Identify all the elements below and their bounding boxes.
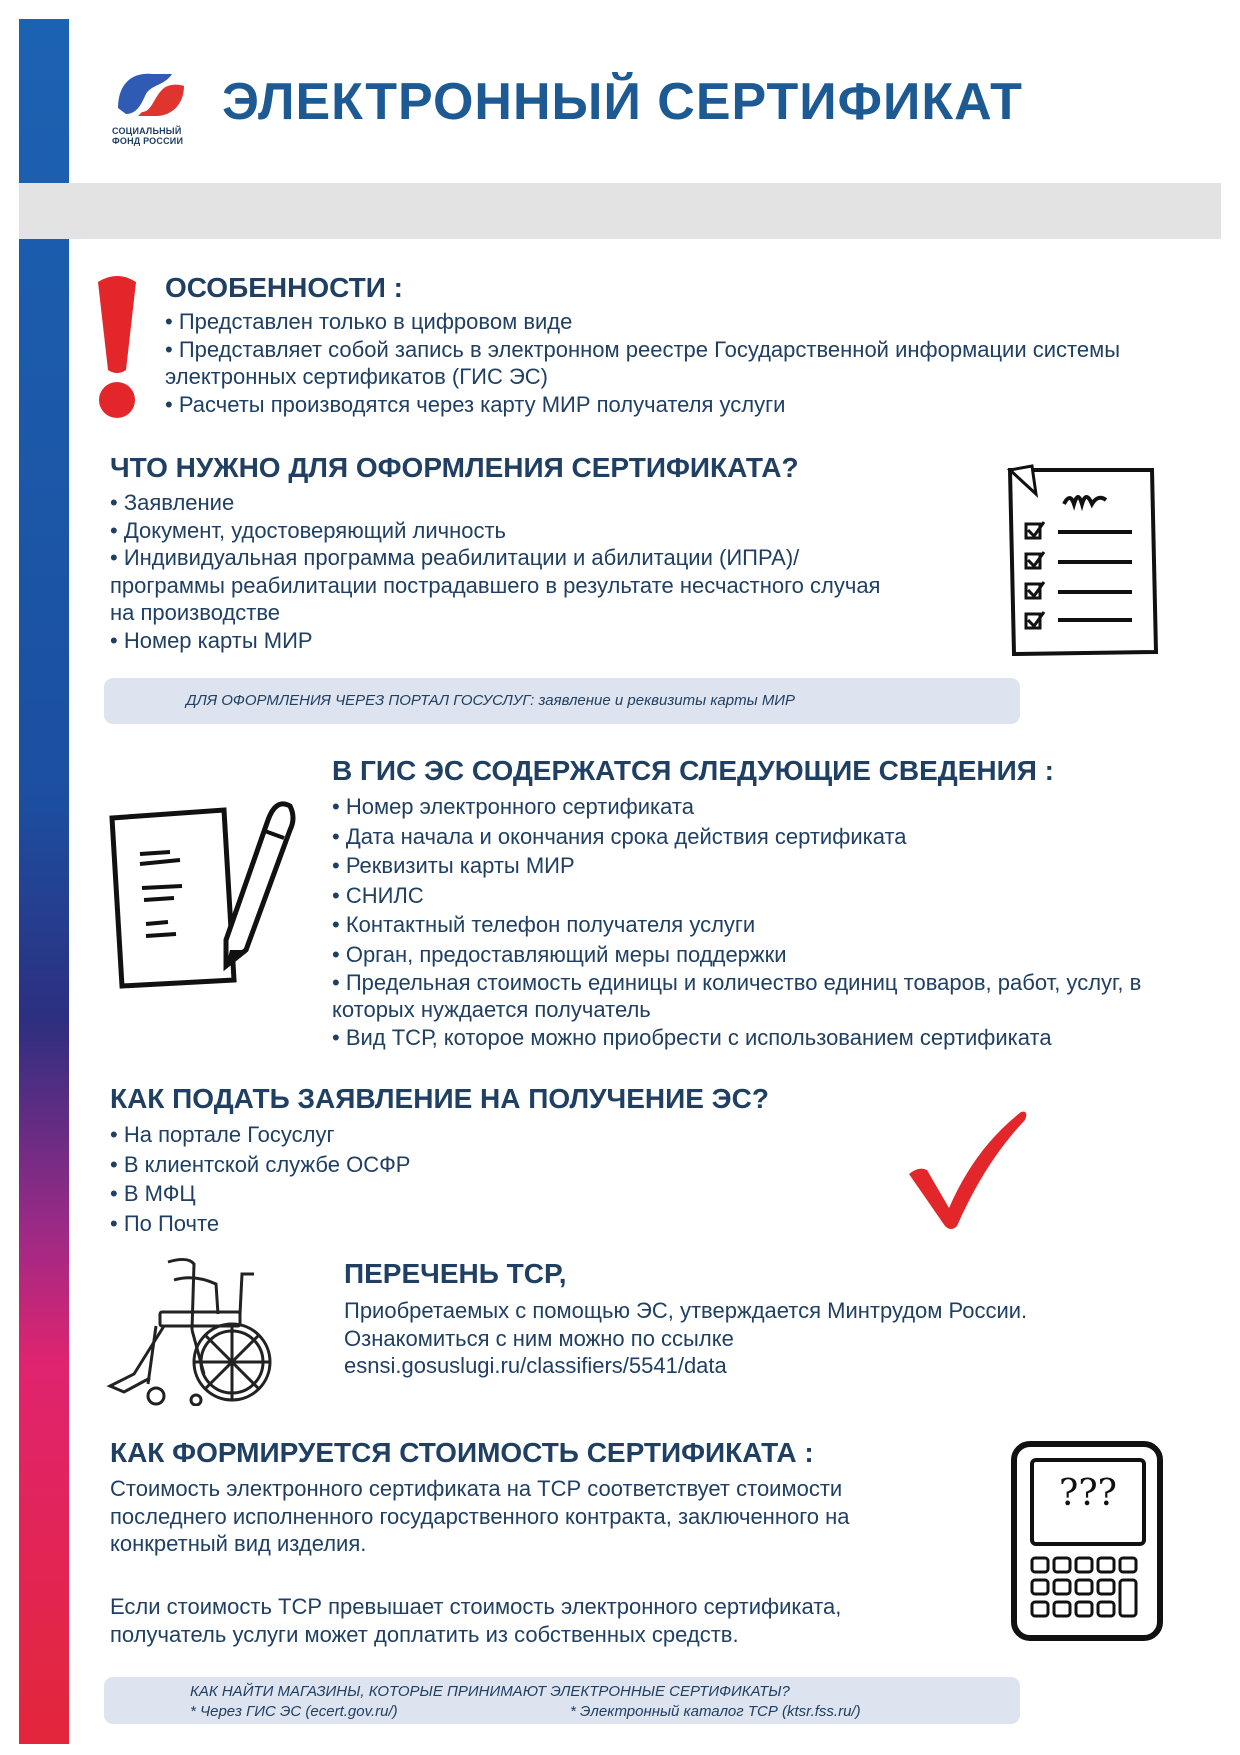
document-pen-icon (106, 790, 302, 990)
gis-heading: В ГИС ЭС СОДЕРЖАТСЯ СЛЕДУЮЩИЕ СВЕДЕНИЯ : (332, 755, 1054, 786)
gis-list (332, 792, 1202, 1053)
list-item: • Представляет собой запись в электронном реестре Государственной информации системы электронных сертификатов (ГИС ЭС) (165, 336, 1195, 391)
list-item: • Представлен только в цифровом виде (165, 308, 1195, 336)
cost-heading: КАК ФОРМИРУЕТСЯ СТОИМОСТЬ СЕРТИФИКАТА : (110, 1437, 814, 1468)
list-item: • Контактный телефон получателя услуги (332, 910, 1202, 940)
list-item: • Предельная стоимость единицы и количество единиц товаров, работ, услуг, в которых нуждается получатель (332, 969, 1202, 1023)
cost-paragraph-2: Если стоимость ТСР превышает стоимость электронного сертификата, получатель услуги может доплатить из собственных средств. (110, 1594, 842, 1647)
cost-paragraph-1: Стоимость электронного сертификата на ТСР соответствует стоимости последнего исполненного государственного контракта, заключенного на конкретный вид изделия. (110, 1476, 850, 1556)
features-list (165, 308, 1195, 418)
calculator-display: ??? (1059, 1473, 1117, 1514)
features-heading: ОСОБЕННОСТИ : (165, 272, 403, 303)
list-item: • Дата начала и окончания срока действия сертификата (332, 822, 1202, 852)
sfr-logo (112, 64, 192, 154)
requirements-list (110, 489, 910, 654)
list-item: • Заявление (110, 489, 910, 517)
tsr-heading: ПЕРЕЧЕНЬ ТСР, (344, 1258, 567, 1289)
gosuslugi-note-text: ДЛЯ ОФОРМЛЕНИЯ ЧЕРЕЗ ПОРТАЛ ГОСУСЛУГ: заявление и реквизиты карты МИР (186, 692, 796, 709)
list-item: • В клиентской службе ОСФР (110, 1150, 710, 1180)
apply-list (110, 1120, 710, 1238)
stores-option-2: * Электронный каталог ТСР (ktsr.fss.ru/) (570, 1703, 861, 1720)
header-divider-band (19, 183, 1221, 239)
page-title: ЭЛЕКТРОННЫЙ СЕРТИФИКАТ (222, 73, 1023, 131)
apply-heading: КАК ПОДАТЬ ЗАЯВЛЕНИЕ НА ПОЛУЧЕНИЕ ЭС? (110, 1083, 769, 1114)
wheelchair-icon (104, 1254, 280, 1406)
list-item: • На портале Госуслуг (110, 1120, 710, 1150)
list-item: • Расчеты производятся через карту МИР получателя услуги (165, 391, 1195, 419)
calculator-icon (1010, 1440, 1166, 1642)
stores-option-1: * Через ГИС ЭС (ecert.gov.ru/) (190, 1703, 398, 1720)
list-item: • По Почте (110, 1209, 710, 1239)
logo-line2: ФОНД РОССИИ (112, 136, 184, 146)
stores-note (104, 1677, 1020, 1724)
logo-caption (112, 126, 183, 146)
list-item: • Документ, удостоверяющий личность (110, 517, 910, 545)
side-accent-bar (19, 19, 69, 1744)
exclamation-icon (92, 272, 142, 422)
list-item: • Номер электронного сертификата (332, 792, 1202, 822)
list-item: • СНИЛС (332, 881, 1202, 911)
tsr-line1: Приобретаемых с помощью ЭС, утверждается Минтрудом России. (344, 1298, 1028, 1323)
list-item: • Индивидуальная программа реабилитации и абилитации (ИПРА)/программы реабилитации пострадавшего в результате несчастного случая на производстве (110, 544, 910, 627)
checkmark-icon (905, 1108, 1030, 1233)
list-item: • Орган, предоставляющий меры поддержки (332, 940, 1202, 970)
list-item: • Вид ТСР, которое можно приобрести с использованием сертификата (332, 1023, 1202, 1053)
list-item: • В МФЦ (110, 1179, 710, 1209)
requirements-heading: ЧТО НУЖНО ДЛЯ ОФОРМЛЕНИЯ СЕРТИФИКАТА? (110, 452, 799, 483)
sfr-logo-icon (112, 64, 192, 124)
list-item: • Номер карты МИР (110, 627, 910, 655)
tsr-line2: Ознакомиться с ним можно по ссылке (344, 1326, 734, 1351)
list-item: • Реквизиты карты МИР (332, 851, 1202, 881)
stores-question: КАК НАЙТИ МАГАЗИНЫ, КОТОРЫЕ ПРИНИМАЮТ ЭЛЕКТРОННЫЕ СЕРТИФИКАТЫ? (190, 1683, 790, 1700)
checklist-document-icon (1002, 462, 1162, 660)
logo-line1: СОЦИАЛЬНЫЙ (112, 126, 182, 136)
tsr-link[interactable]: esnsi.gosuslugi.ru/classifiers/5541/data (344, 1353, 727, 1378)
gosuslugi-note (104, 678, 1020, 724)
